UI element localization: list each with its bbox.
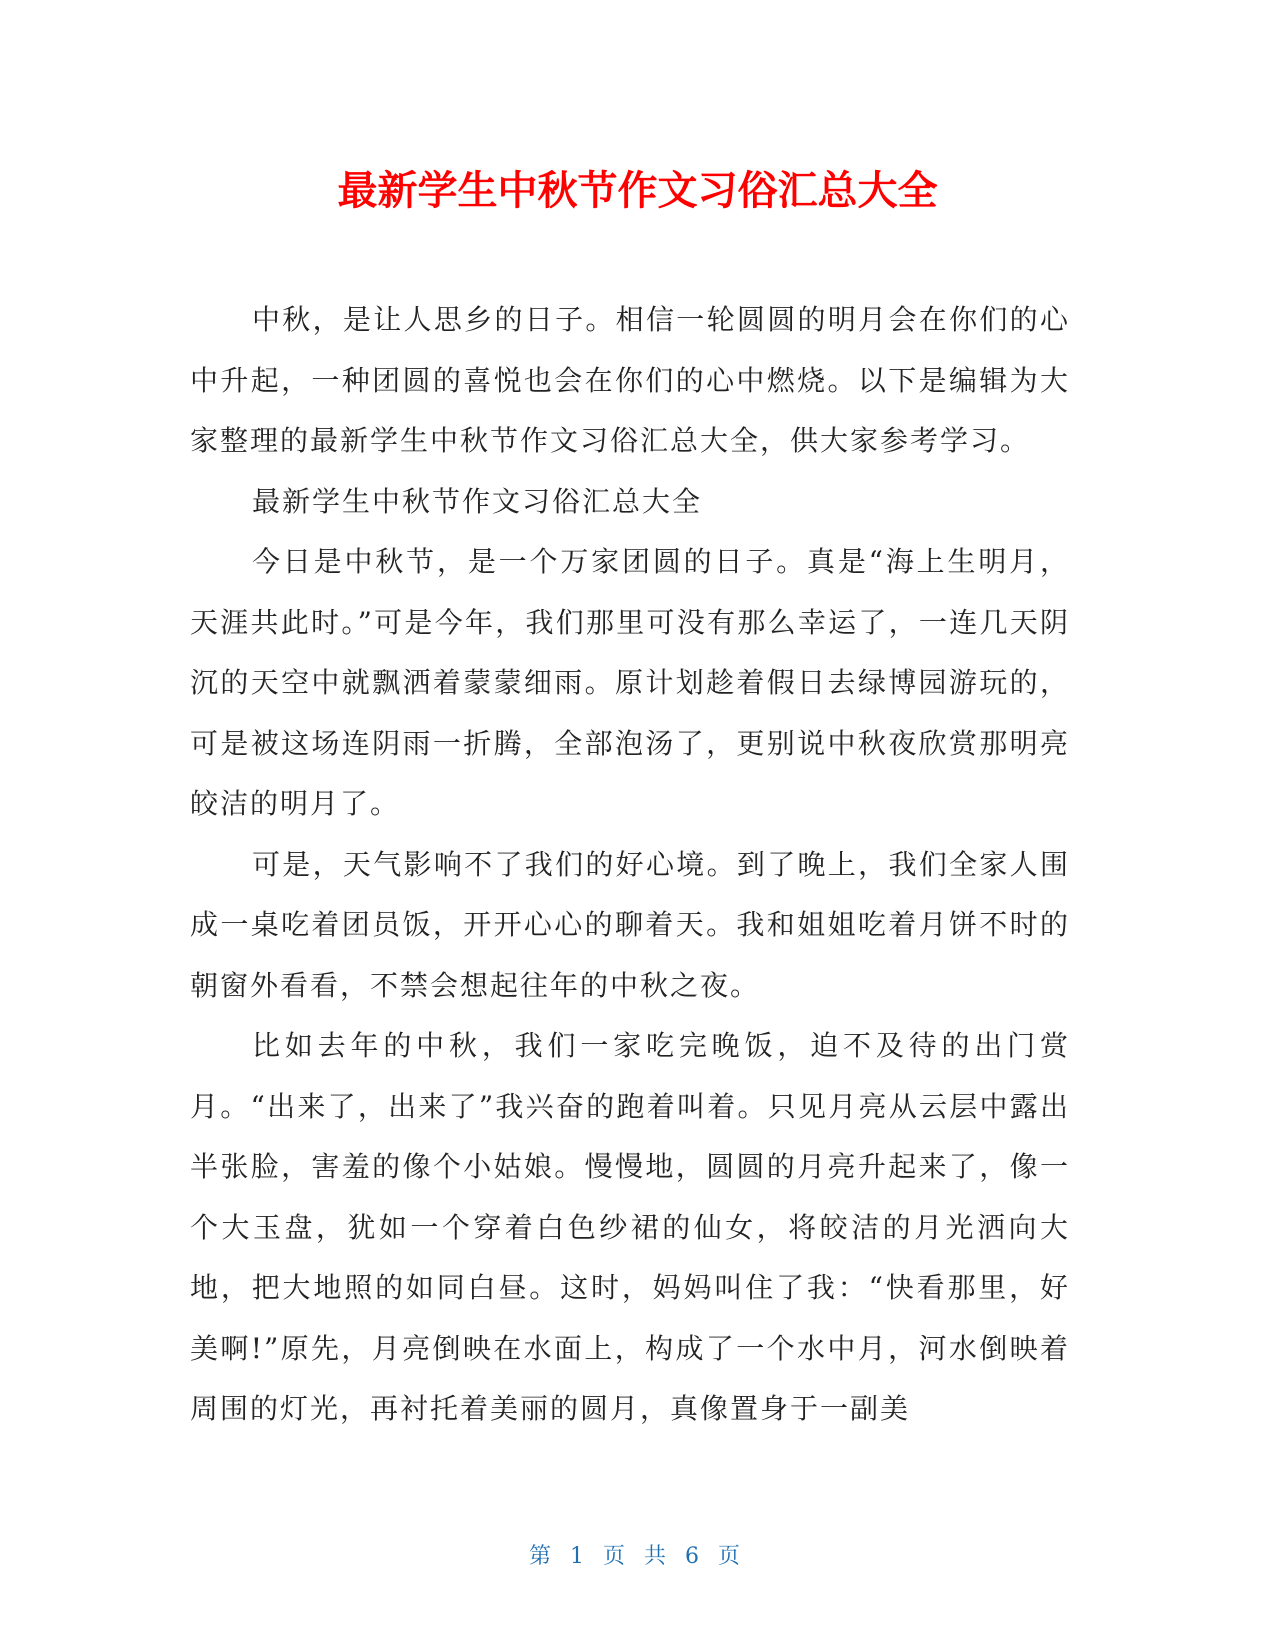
page-footer: 第 1 页 共 6 页 — [529, 1544, 746, 1569]
paragraph-2: 可是，天气影响不了我们的好心境。到了晚上，我们全家人围成一桌吃着团员饭，开开心心的聊着天。我和姐姐吃着月饼不时的朝窗外看看，不禁会想起往年的中秋之夜。 — [190, 847, 1070, 1002]
paragraph-intro: 中秋，是让人思乡的日子。相信一轮圆圆的明月会在你们的心中升起，一种团圆的喜悦也会在你们的心中燃烧。以下是编辑为大家整理的最新学生中秋节作文习俗汇总大全，供大家参考学习。 — [190, 303, 1070, 457]
paragraph-3: 比如去年的中秋，我们一家吃完晚饭，迫不及待的出门赏月。“出来了，出来了”我兴奋的跑着叫着。只见月亮从云层中露出半张脸，害羞的像个小姑娘。慢慢地，圆圆的月亮升起来了，像一个大玉盘，犹如一个穿着白色纱裙的仙女，将皎洁的月光洒向大地，把大地照的如同白昼。这时，妈妈叫住了我：“快看那里，好美啊!”原先，月亮倒映在水面上，构成了一个水中月，河水倒映着周围的灯光，再衬托着美丽的圆月，真像置身于一副美 — [190, 1029, 1070, 1425]
document-title: 最新学生中秋节作文习俗汇总大全 — [337, 168, 938, 214]
paragraph-subheading: 最新学生中秋节作文习俗汇总大全 — [252, 484, 703, 518]
document-body — [190, 290, 1070, 1440]
paragraph-1: 今日是中秋节，是一个万家团圆的日子。真是“海上生明月，天涯共此时。”可是今年，我们那里可没有那么幸运了，一连几天阴沉的天空中就飘洒着蒙蒙细雨。原计划趁着假日去绿博园游玩的，可是被这场连阴雨一折腾，全部泡汤了，更别说中秋夜欣赏那明亮皎洁的明月了。 — [190, 545, 1070, 820]
